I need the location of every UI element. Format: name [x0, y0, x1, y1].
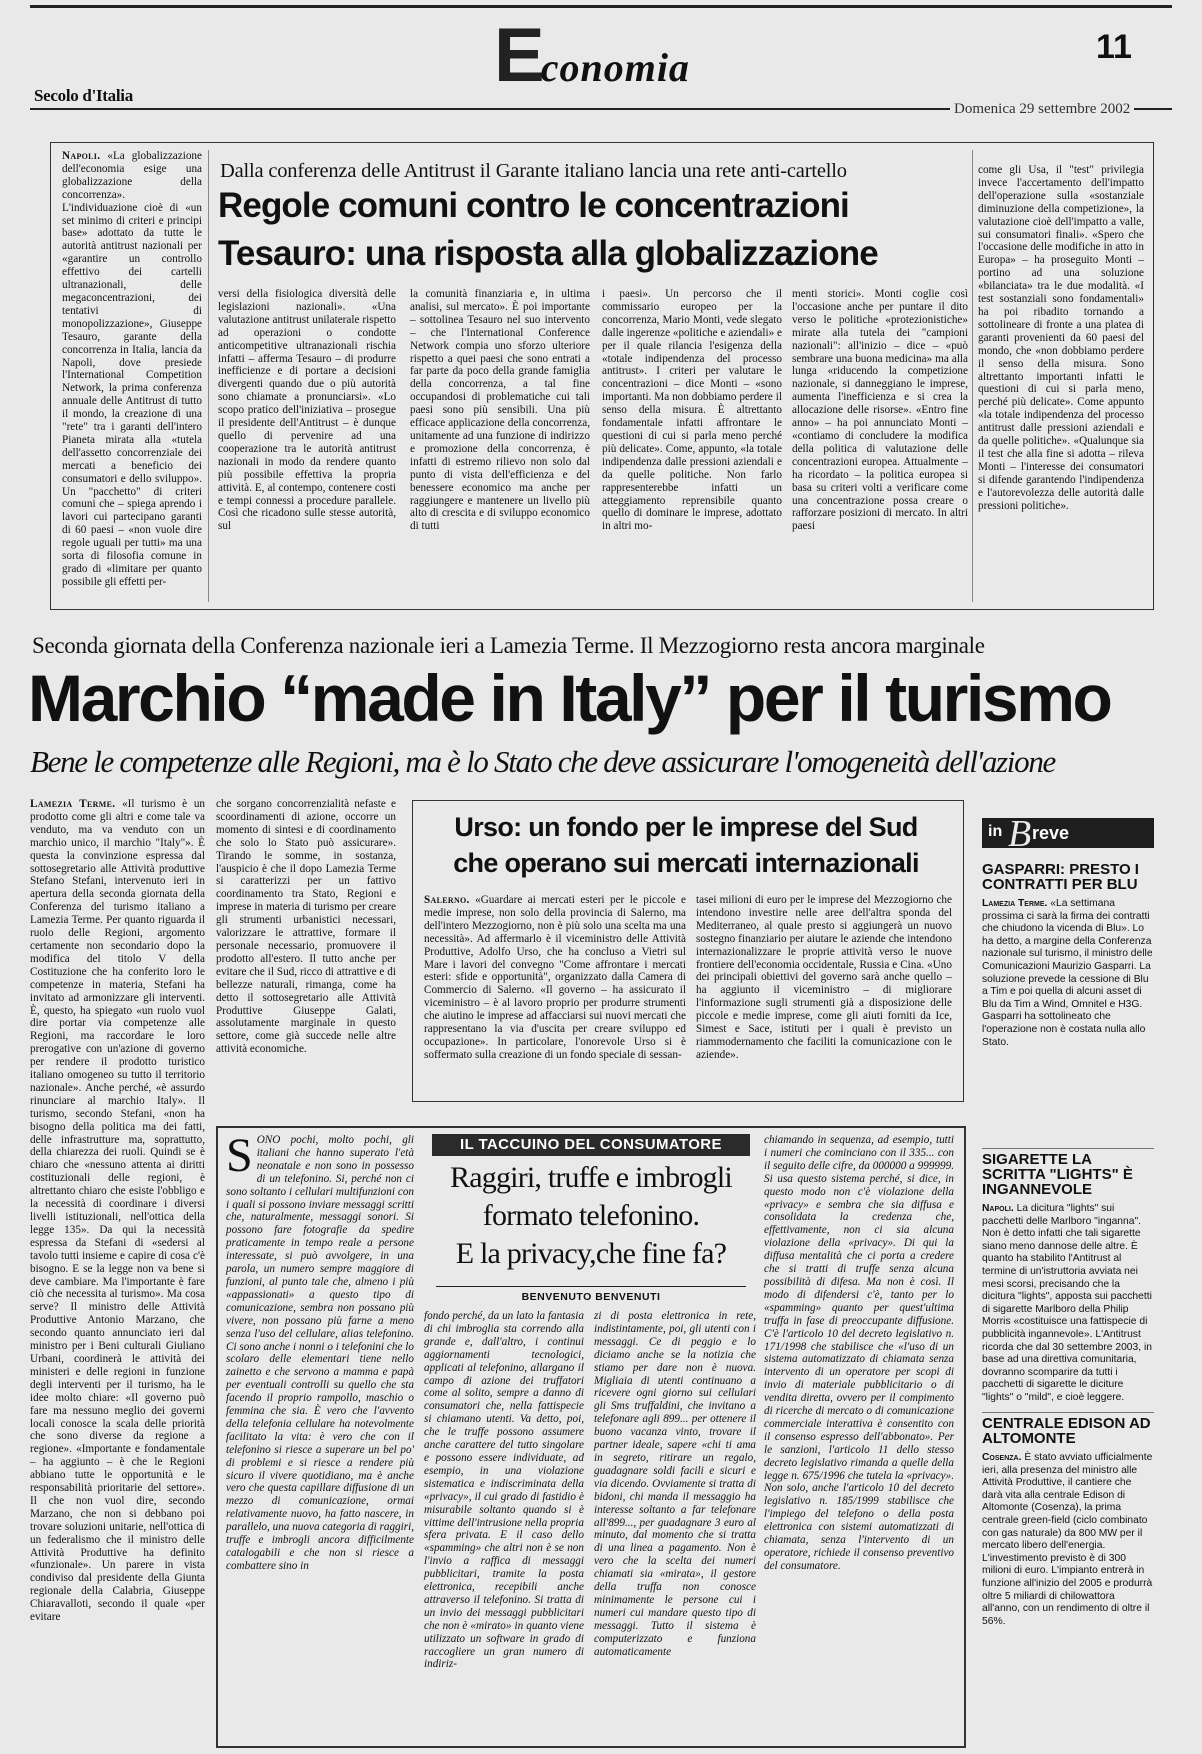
inbreve-logo-b: B [1008, 813, 1032, 855]
consumer-col-2: fondo perché, da un lato la fantasia di chi imbroglia sta correndo alla grande e, dall'altro, i continui aggiornamenti tecnologici, applicati al telefonino, allargano il campo di azione dei truffatori come al solito, sempre a danno di consumatori che, nella fattispecie si chiamano utenti. Va detto, poi, che le truffe possono assumere anche carattere del tutto singolare e possono essere individuate, ad esempio, in una violazione sistematica e indiscriminata della «privacy», il cui grado di fastidio è misurabile soltanto quando si è vittime dell'intrusione nella propria sfera privata. E il caso dello «spamming» che altri non è se non l'invio a raffica di messaggi pubblicitari, tramite la posta elettronica, recepibili anche attraverso il telefonino. Si tratta di un invio dei messaggi pubblicitari che non è «mirato» in quanto viene utilizzato un software in grado di raccogliere un gran numero di indiriz- [424, 1310, 584, 1671]
section-initial: E [494, 13, 545, 98]
turismo-headline: Marchio “made in Italy” per il turismo [28, 661, 1111, 735]
antitrust-col-6: come gli Usa, il "test" privilegia invece l'accertamento dell'impatto dell'operazione sulla «sostanziale diminuzione della competizione», la valutazione cioè dell'impatto a valle, sui consumatori finali». «Spero che l'occasione delle modifiche in atto in Europa» – ha proseguito Monti – portino ad una soluzione «bilanciata» tra le due modalità. «I test sostanziali sono fondamentali» ha poi ribadito tornando a sottolineare di fronte a una platea di garanti provenienti da 60 paesi del mondo, che «non dobbiamo perdere il senso della misura. Sono altrettanto importanti infatti le questioni di cui si parla meno, perché più delicate». Come appunto «la totale indipendenza del processo antitrust dalle pressioni aziendali e da quelle politiche». «Qualunque sia il test che alla fine si adotta – rileva Monti – l'interesse dei consumatori si difende garantendo l'indipendenza e l'autorevolezza delle autorità dalle pressioni politiche». [978, 164, 1144, 512]
antitrust-kicker: Dalla conferenza delle Antitrust il Garante italiano lancia una rete anti-cartello [220, 160, 847, 182]
brief-body: Napoli. La dicitura "lights" sui pacchetti delle Marlboro "inganna". Non è detto infatti che tali sigarette siano meno dannose delle altre. È quanto ha stabilito l'Antitrust al termine di un'istruttoria avviata nei mesi scorsi, precisando che la dicitura "lights", apposta sui pacchetti di sigarette Marlboro della Philip Morris «costituisce una fattispecie di pubblicità ingannevole». L'Antitrust ricorda che dal 30 settembre 2003, in base ad una direttiva comunitaria, dovranno scomparire da tutti i pacchetti di sigarette le diciture "lights" o "mild", e cioè leggere. [982, 1203, 1152, 1403]
brief-title: CENTRALE EDISON AD ALTOMONTE [982, 1415, 1151, 1447]
antitrust-dateline: Napoli. [62, 150, 101, 162]
brief-item [982, 1416, 1154, 1746]
antitrust-col-1 [62, 150, 202, 602]
consumer-col-3: zi di posta elettronica in rete, indistintamente, poi, gli utenti con i messaggi. Ce di peggio e lo diciamo anche se la notizia che stiamo per dare non è nuova. Migliaia di utenti continuano a ricevere ogni giorno sui cellulari gli Sms truffaldini, che invitano a telefonare agli 899... per ottenere il buono vacanza vinto, trovare il partner ideale, sapere «chi ti ama in segreto, ritirare un regalo, guadagnare soldi facili e sicuri e via dicendo. Ovviamente si tratta di bidoni, chi manda il messaggio ha interesse soltanto a far telefonare all'899..., per guadagnare 3 euro al minuto, dal momento che si tratta di una linea a pagamento. Non è vero che la scelta dei numeri chiamati sia «mirata», il gestore della truffa non conosce minimamente le persone cui i numeri cui mandare questo tipo di messaggi. Tutto il sistema è computerizzato e funziona automaticamente [594, 1310, 756, 1658]
turismo-subhead: Bene le competenze alle Regioni, ma è lo Stato che deve assicurare l'omogeneità dell'azione [30, 744, 1055, 779]
consumer-banner: IL TACCUINO DEL CONSUMATORE [432, 1134, 750, 1156]
urso-headline-1: Urso: un fondo per le imprese del Sud [454, 812, 918, 842]
antitrust-col-5: menti storici». Monti coglie così l'occasione anche per puntare il dito verso le politiche «protezionistiche» mirate alla tutela dei "campioni nazionali": all'inizio – dice – «può sembrare una buona medicina» ma alla lunga «riducendo la competizione nazionale, si danneggiano le imprese, aumenta l'inefficienza e si crea la allocazione delle risorse». «Entro fine anno» – ha poi annunciato Monti – «contiamo di concludere la modifica della politica di valutazione delle concentrazioni europea. Attualmente – ha ricordato – la politica europea si basa su criteri volti a verificare come una concentrazione possa creare o rafforzare posizioni di mercato. In altri paesi [792, 288, 968, 533]
col-divider [208, 150, 209, 602]
urso-dateline: Salerno. [424, 894, 470, 906]
urso-headline-2: che operano sui mercati internazionali [453, 848, 919, 878]
section-title [494, 13, 690, 98]
byline-rule [436, 1286, 746, 1287]
turismo-col-2: che sorgano concorrenzialità nefaste e scoordinamenti di azione, occorre un momento di sintesi e di coordinamento che solo lo Stato può assicurare». Tirando le somme, in sostanza, l'auspicio è che il dopo Lamezia Terme si caratterizzi per un fattivo coordinamento tra Stato, Regioni e imprese in materia di turismo per creare gli strumenti urbanistici necessari, valorizzare le attrattive, formare il personale necessario, promuovere il prodotto all'estero. Il tutto anche per evitare che il Sud, ricco di attrattive e di bellezze naturali, rimanga, come ha detto il sottosegretario alle Attività Produttive Giuseppe Galati, assolutamente marginale in questo settore, come già succede nelle altre attività economiche. [216, 798, 396, 1056]
urso-col-2: tasei milioni di euro per le imprese del Mezzogiorno che intendono investire nelle aree dell'altra sponda del Mediterraneo, al quale presto si aggiungerà un nuovo sostegno finanziario per aiutare le aziende che intendono internazionalizzare le proprie attività verso le nuove frontiere dell'economia occidentale, Russia e Cina. «Uno dei principali obiettivi del governo sarà anche quello – ha aggiunto il viceministro – di migliorare l'informazione sugli strumenti già a disposizione delle piccole e medie imprese, come gli aiuti forniti da Ice, Simest e Sace, istituti per i quali è previsto un riammodernamento che faciliti la comunicazione con le aziende». [696, 894, 952, 1061]
consumer-intro-text: ONO pochi, molto pochi, gli italiani che hanno superato l'età neonatale e non sono in possesso di un telefonino. Si, perché non ci sono soltanto i cellulari multifunzioni con i quali si possono inviare messaggi scritti che, naturalmente, messaggi sonori. Si possono fare fotografie da spedire praticamente in tempo reale a persone interessate, si può avvolgere, in una parola, un numero sempre maggiore di funzioni, al punto tale che, almeno i più «appassionati» a questo tipo di comunicazione, sembra non possano più vivere, non possano più farne a meno senza l'uso del cellulare, alias telefonino. Ci sono anche i nonni o i telefonini che lo scolaro delle elementari tiene nello zainetto e che servono a mamma e papà per eventuali controlli su quello che sta facendo il proprio rampollo, maschio o femmina che sia. È vero che l'avvento della telefonia cellulare ha notevolmente facilitato la vita: è vero che con il telefonino si riesce a superare un bel po' di problemi e si riesce a rendere più sicuro il vivere quotidiano, ma è anche vero che questa capillare diffusione di un mezzo di comunicazione, ormai relativamente nuovo, ha fatto nascere, in parallelo, una nuova categoria di raggiri, truffe e imbrogli ancora difficilmente catalogabili e che non si riesce a combattere sino in [226, 1134, 415, 1572]
consumer-col-1 [226, 1129, 415, 1738]
brief-body: Cosenza. È stato avviato ufficialmente ieri, alla presenza del ministro alle Attività Produttive, il cantiere che darà vita alla centrale Edison di Altomonte (Cosenza), la prima centrale green-field (ciclo combinato con gas naturale) da 800 MW per il mercato libero dell'energia. L'investimento previsto è di 300 milioni di euro. L'impianto entrerà in funzione all'inizio del 2005 e produrrà oltre 5 miliardi di chilowattora all'anno, con un rendimento di oltre il 56%. [982, 1452, 1153, 1627]
consumer-col-4: chiamando in sequenza, ad esempio, tutti i numeri che cominciano con il 335... con il seguito delle cifre, da 000000 a 999999. Si usa questo sistema perché, si dice, in questo modo non c'è violazione della «privacy» e sembra che sia diffusa e consolidata la credenza che, effettivamente, non ci sia alcuna violazione della «privacy». Di qui la diffusa mentalità che ci porta a credere che si tratti di truffe senza alcuna possibilità di difesa. Ma non è così. Il modo di difendersi c'è, tanto per lo «spamming» quanto per quest'ultima truffa in fase di preoccupante diffusione. C'è l'articolo 10 del decreto legislativo n. 171/1998 che stabilisce che «l'uso di un sistema automatizzato di chiamata senza intervento di un operatore per scopi di invio di materiale pubblicitario o di vendita diretta, ovvero per il compimento di ricerche di mercato o di comunicazione commerciale interattiva è consentito con il consenso espresso dell'abbonato». Per le sanzioni, l'articolo 11 dello stesso decreto legislativo rimanda a quelle della legge n. 675/1996 che tutela la «privacy». Non solo, anche l'articolo 10 del decreto legislativo n. 185/1999 stabilisce che l'impiego del telefono o della posta elettronica con sistemi automatizzati di chiamata, senza l'intervento di un operatore, richiede il consenso preventivo del consumatore. [764, 1134, 954, 1572]
antitrust-col-3: la comunità finanziaria e, in ultima analisi, sul mercato». È poi importante – sottolinea Tesauro nel suo intervento – che l'International Conference Network compia uno sforzo ulteriore rispetto a quei paesi che sono entrati a far parte da poco della grande famiglia della concorrenza, a tal fine occupandosi di problematiche cui tali paesi sono più sensibili. Una più efficace applicazione della concorrenza, unitamente ad una funzione di indirizzo e promozione della concorrenza, è infatti di estremo rilievo non solo dal punto di vista dell'efficienza e del benessere economico ma anche per raggiungere e mantenere un livello più alto di crescita e di sviluppo economico di tutti [410, 288, 590, 533]
consumer-title-2: formato telefonino. [482, 1199, 700, 1232]
turismo-col-1 [30, 798, 205, 1748]
turismo-kicker: Seconda giornata della Conferenza nazionale ieri a Lamezia Terme. Il Mezzogiorno resta ancora marginale [32, 633, 985, 658]
inbreve-logo-in: in [988, 823, 1003, 840]
turismo-col-1-text: «Il turismo è un prodotto come gli altri e come tale va venduto, ma va venduto con un marchio unico, il marchio "Italy"». È questa la convinzione espressa dal sottosegretario alle Attività produttive Stefano Stefani, intervenuto ieri in apertura della seconda giornata della Conferenza del turismo italiano a Lamezia Terme. Per quanto riguarda il ruolo delle Regioni, argomento certamente non secondario dopo la modifica del titolo V della Costituzione che ha conferito loro le competenze in materia, Stefani ha invitato ad armonizzare gli interventi. È, questo, ha spiegato «un ruolo vuol dire portar via competenze alle Regioni, ma raccordare le loro prerogative con un'azione di governo per rendere il prodotto turistico italiano omogeneo su tutto il territorio nazionale». Anche perché, «è assurdo rinunciare al marchio Italy». Il turismo, secondo Stefani, «non ha bisogno della politica ma dei fatti, delle infrastrutture ma, soprattutto, della chiarezza dei ruoli. Quindi se è chiaro che «nessuno attenta ai diritti costituzionali delle regioni, è altrettanto chiaro che esiste l'obbligo e la necessità di coordinare i diversi livelli istituzionali, nell'ottica della legge 135». Da qui la necessità espressa da Stefani di «sedersi al tavolo tutti insieme e capire di cosa c'è bisogno. E se la legge non va bene si deve cambiare. Ma l'importante è fare ciò che necessita al turismo». Ma cosa serve? Il ministro delle Attività Produttive Antonio Marzano, che secondo quanto annunciato ieri dal ministro per i Beni culturali Giuliano Urbani, coordinerà le attività dei ministeri e delle regioni in funzione degli interventi per il turismo, ha le idee molto chiare: «Il governo può fare ma nessuno meglio dei governi locali conosce la scala delle priorità che sono diverse da regione a regione». «Importante e fondamentale – ha aggiunto – è che le Regioni abbiano tutte le opportunità e le responsabilità prioritarie del settore». Il che non vuol dire, secondo Marzano, che non si debbano poi trovare soluzioni unitarie, nell'ottica di un federalismo che il ministro delle Attività Produttive ha definito «funzionale». Un parere in vista condiviso dal presidente della Giunta regionale della Calabria, Giuseppe Chiaravalloti, secondo il quale «per evitare [30, 798, 206, 1624]
brief-body: Lamezia Terme. «La settimana prossima ci sarà la firma dei contratti che chiudono la vicenda di Blu». Lo ha detto, a margine della Conferenza nazionale sul turismo, il ministro delle Comunicazioni Maurizio Gasparri. La soluzione prevede la cessione di Blu a Tim e poi quella di alcuni asset di Blu da Tim a Wind, Omnitel e H3G. Gasparri ha sottolineato che l'operazione non è costata nulla allo Stato. [982, 898, 1153, 1048]
consumer-title-1: Raggiri, truffe e imbrogli [450, 1161, 732, 1194]
inbreve-logo [982, 813, 1154, 855]
consumer-byline: BENVENUTO BENVENUTI [521, 1291, 661, 1303]
antitrust-col-4: i paesi». Un percorso che il commissario europeo per la concorrenza, Mario Monti, vede slegato dalle ingerenze «politiche e aziendali» e per il quale rilancia l'esigenza della «totale indipendenza del processo antitrust». I criteri per valutare le concentrazioni – dice Monti – «sono importanti. Ma non dobbiamo perdere il senso della misura. È altrettanto fondamentale infatti affrontare le questioni di cui si parla meno perché più delicate». Come, appunto, «la totale indipendenza dalle pressioni aziendali e da quelle politiche. Non farlo rappresenterebbe infatti un atteggiamento reprensibile quanto quello di dominare le imprese, adottato in altri mo- [602, 288, 782, 533]
issue-date: Domenica 29 settembre 2002 [950, 101, 1134, 118]
section-rest: conomia [540, 45, 690, 90]
antitrust-col-2: versi della fisiologica diversità delle legislazioni nazionali». «Una valutazione antitrust unilaterale rispetto ad operazioni o condotte anticompetitive ultranazionali rischia infatti – afferma Tesauro – di produrre inefficienze e di portare a decisioni divergenti quando due o più autorità sono chiamate a pronunciarsi». «Lo scopo pratico dell'iniziativa – prosegue il presidente dell'Antitrust – è dunque quello di pervenire ad una cooperazione tra le autorità antitrust nazionali in modo da rendere quanto più possibile effettiva la propria attività. E, al contempo, contenere costi e tempi connessi a procedure parallele. Così che ricadono sulle stesse autorità, sul [218, 288, 396, 533]
antitrust-headline-2: Tesauro: una risposta alla globalizzazione [218, 234, 878, 273]
brief-item [982, 862, 1154, 1142]
turismo-dateline: Lamezia Terme. [30, 798, 116, 810]
brief-divider [982, 1148, 1154, 1149]
page-number: 11 [1096, 28, 1132, 66]
urso-col-1 [424, 894, 686, 1094]
masthead: Secolo d'Italia [34, 86, 133, 105]
inbreve-logo-rest: reve [1032, 823, 1070, 843]
consumer-title-3: E la privacy,che fine fa? [455, 1237, 727, 1270]
brief-divider [982, 1412, 1154, 1413]
consumer-dropcap: S [226, 1129, 253, 1182]
col-divider [972, 150, 973, 602]
brief-title: GASPARRI: PRESTO I CONTRATTI PER BLU [982, 861, 1139, 893]
urso-col-1-text: «Guardare ai mercati esteri per le piccole e medie imprese, non solo della provincia di Salerno, ma dell'intero Mezzogiorno, non è più solo una scelta ma una necessità». Ad affermarlo è il viceministro delle Attività Produttive, Adolfo Urso, che ha concluso a Vietri sul Mare i lavori del convegno "Come affrontare i mercati esteri: sfide e opportunità", organizzato dalla Camera di Commercio di Salerno. «Il governo – ha assicurato il viceministro – è al lavoro proprio per produrre strumenti che aiutino le imprese ad affacciarsi sui nuovi mercati che rappresentano la via d'uscita per creare sviluppo ed occupazione». In particolare, l'onorevole Urso si è soffermato sulla creazione di un fondo speciale di sessan- [424, 894, 686, 1061]
top-rule [30, 5, 1172, 8]
antitrust-headline-1: Regole comuni contro le concentrazioni [218, 186, 849, 225]
brief-title: SIGARETTE LA SCRITTA "LIGHTS" È INGANNEVOLE [982, 1151, 1133, 1198]
antitrust-col-1-text: «La globalizzazione dell'economia esige una globalizzazione della concorrenza». L'individuazione cioè di «un set minimo di criteri e principi base» adottato da tutte le autorità antitrust nazionali per «garantire un controllo effettivo dei cartelli ultranazionali, delle megaconcentrazioni, dei tentativi di monopolizzazione», Giuseppe Tesauro, garante della concorrenza in Italia, lancia da Napoli, dove presiede l'International Competition Network, la prima conferenza annuale delle Antitrust di tutto il mondo, la creazione di una "rete" tra i garanti dell'intero Pianeta mirata alla «tutela dell'assetto concorrenziale dei mercati a beneficio dei consumatori e dello sviluppo». Un "pacchetto" di criteri comuni che – spiega aprendo i lavori cui partecipano garanti di 60 paesi – «non vuole dire regole uguali per tutti» ma una sorta di filosofia comune in grado di «limitare per quanto possibile gli effetti per- [62, 150, 202, 588]
brief-item [982, 1152, 1154, 1416]
